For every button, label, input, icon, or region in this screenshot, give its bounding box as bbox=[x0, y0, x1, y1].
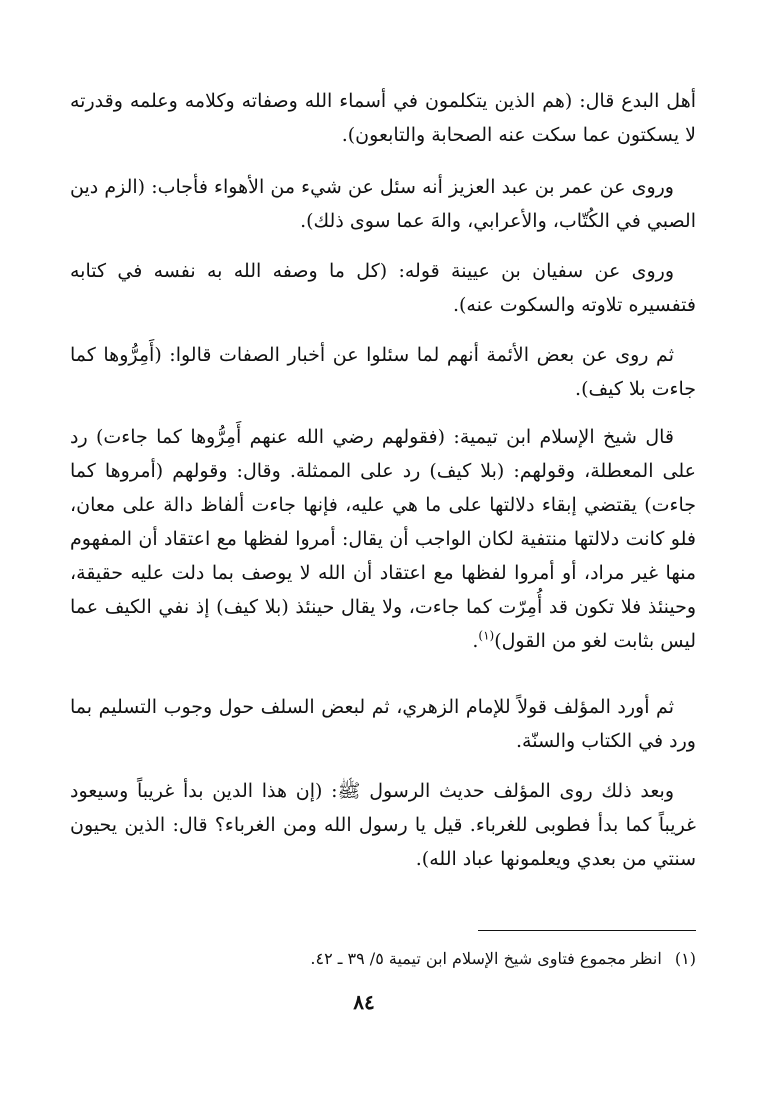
page-number: ٨٤ bbox=[353, 990, 375, 1014]
paragraph-zuhri bbox=[70, 690, 696, 758]
paragraph-text: ثم روى عن بعض الأئمة أنهم لما سئلوا عن أخبار الصفات قالوا: (أَمِرُّوها كما جاءت بلا كيف). bbox=[70, 344, 696, 400]
paragraph-text: ثم أورد المؤلف قولاً للإمام الزهري، ثم لبعض السلف حول وجوب التسليم بما ورد في الكتاب والسنّة. bbox=[70, 696, 696, 752]
paragraph-ibn-taymiyyah bbox=[70, 420, 696, 658]
paragraph-text: وروى عن سفيان بن عيينة قوله: (كل ما وصفه الله به نفسه في كتابه فتفسيره تلاوته والسكوت عنه). bbox=[70, 260, 696, 316]
paragraph-body: قال شيخ الإسلام ابن تيمية: (فقولهم رضي الله عنهم أَمِرُّوها كما جاءت) رد على المعطلة، وقولهم: (بلا كيف) رد على الممثلة. وقال: وقولهم (أمروها كما جاءت) يقتضي إبقاء دلالتها على ما هي عليه، فإنها جاءت ألفاظ دالة على معان، فلو كانت دلالتها منتفية لكان الواجب أن يقال: أمروا لفظها مع اعتقاد أن المفهوم منها غير مراد، أو أمروا لفظها مع اعتقاد أن الله لا يوصف بما دلت عليه حقيقة، وحينئذ فلا تكون قد أُمِرّت كما جاءت، ولا يقال حينئذ (بلا كيف) إذ نفي الكيف عما ليس بثابت لغو من القول) bbox=[70, 426, 696, 652]
footnote-number: (١) bbox=[674, 949, 696, 968]
footnote-divider bbox=[478, 930, 696, 931]
paragraph-umar-ibn-abd-al-aziz bbox=[70, 170, 696, 238]
footnote-reference[interactable]: (١) bbox=[478, 628, 495, 643]
paragraph-text: وبعد ذلك روى المؤلف حديث الرسول ﷺ: (إن هذا الدين بدأ غريباً وسيعود غريباً كما بدأ فطوبى للغرباء. قيل يا رسول الله ومن الغرباء؟ قال: الذين يحيون سنتي من بعدي ويعلمونها عباد الله). bbox=[70, 780, 696, 870]
paragraph-aimmah bbox=[70, 338, 696, 406]
footnote-text: انظر مجموع فتاوى شيخ الإسلام ابن تيمية ٥/ ٣٩ ـ ٤٢. bbox=[310, 949, 662, 968]
footnote bbox=[70, 946, 696, 972]
paragraph-text: وروى عن عمر بن عبد العزيز أنه سئل عن شيء من الأهواء فأجاب: (الزم دين الصبي في الكُتّاب، والأعرابي، والهَ عما سوى ذلك). bbox=[70, 176, 696, 232]
paragraph-text: قال شيخ الإسلام ابن تيمية: (فقولهم رضي الله عنهم أَمِرُّوها كما جاءت) رد على المعطلة، وقولهم: (بلا كيف) رد على الممثلة. وقال: وقولهم (أمروها كما جاءت) يقتضي إبقاء دلالتها على ما هي عليه، فإنها جاءت ألفاظ دالة على معان، فلو كانت دلالتها منتفية لكان الواجب أن يقال: أمروا لفظها مع اعتقاد أن المفهوم منها غير مراد، أو أمروا لفظها مع اعتقاد أن الله لا يوصف بما دلت عليه حقيقة، وحينئذ فلا تكون قد أُمِرّت كما جاءت، ولا يقال حينئذ (بلا كيف) إذ نفي الكيف عما ليس بثابت لغو من القول)$^{(١)}$. bbox=[70, 426, 696, 652]
paragraph-sufyan-ibn-uyaynah bbox=[70, 254, 696, 322]
paragraph-text: أهل البدع قال: (هم الذين يتكلمون في أسماء الله وصفاته وكلامه وعلمه وقدرته لا يسكتون عما سكت عنه الصحابة والتابعون). bbox=[70, 90, 696, 146]
paragraph-hadith-ghuraba bbox=[70, 774, 696, 876]
paragraph-ahl-al-bida bbox=[70, 84, 696, 152]
